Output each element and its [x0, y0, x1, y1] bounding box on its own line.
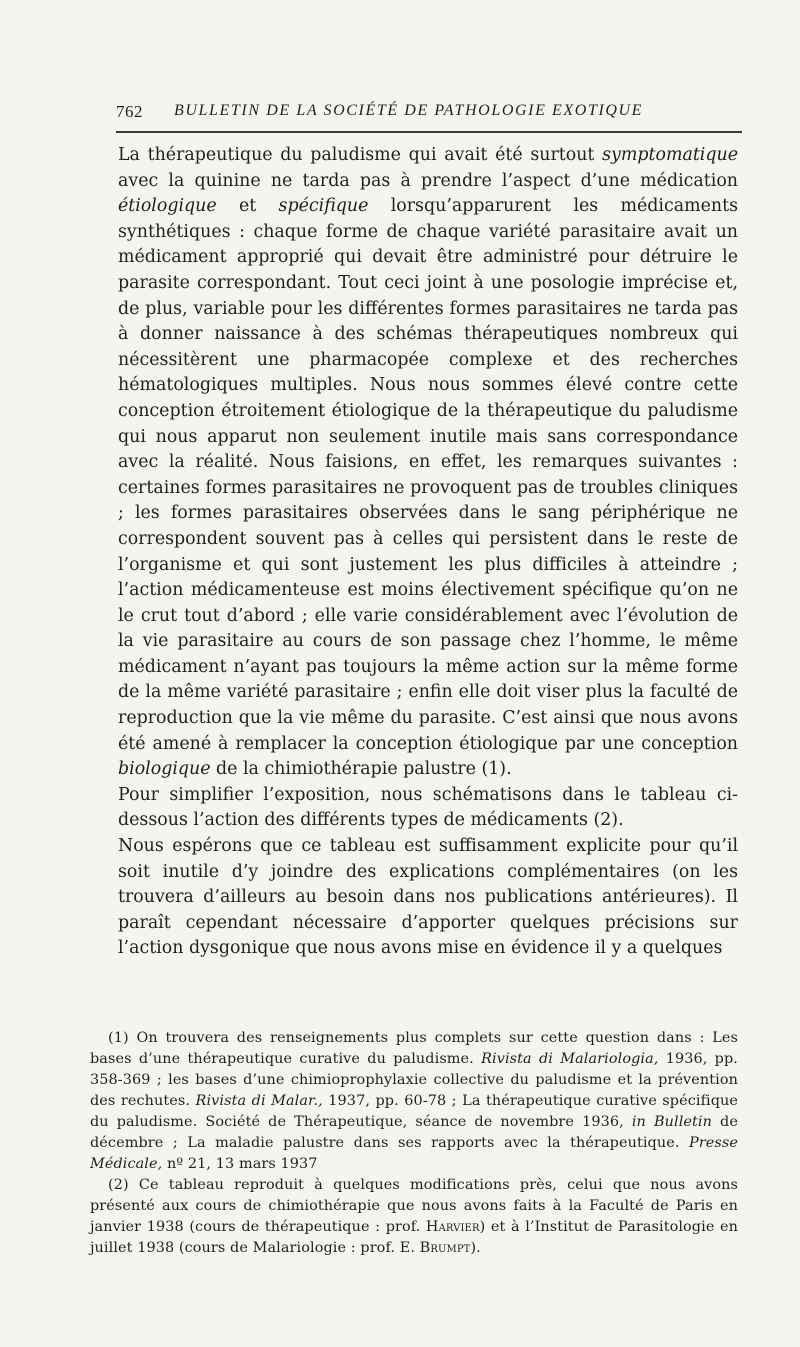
footnote-1	[90, 1028, 738, 1175]
body-text	[118, 143, 738, 962]
text-run: 1937, pp. 60-78 ; La thérapeutique curative spécifique du paludisme. Société de Thérapeutique, séance de novembre 1936,	[90, 1093, 739, 1130]
footnote-2	[90, 1175, 738, 1259]
text-run: et	[216, 196, 279, 217]
header-rule	[116, 131, 742, 133]
paragraph-3: Nous espérons que ce tableau est suffisamment explicite pour qu’il soit inutile d’y joindre des explications complémentaires (on les trouvera d’ailleurs au besoin dans nos publications antérieures). Il paraît cependant nécessaire d’apporter quelques précisions sur l’action dysgonique que nous avons mise en évidence il y a quelques	[118, 836, 738, 959]
text-run: (1) On trouvera des renseignements plus complets sur cette question dans : Les bases d’une thérapeutique curative du paludisme.	[90, 1030, 738, 1067]
text-run: (2) Ce tableau reproduit à quelques modifications près, celui que nous avons présenté aux cours de chimiothérapie que nous avons faits à la Faculté de Paris en janvier 1938 (cours de thérapeutique : prof.	[90, 1177, 738, 1235]
text-run: lorsqu’apparurent les médicaments synthétiques : chaque forme de chaque variété parasitaire avait un médicament approprié qui devait être administré pour détruire le parasite correspondant. Tout ceci joint à une posologie imprécise et, de plus, variable pour les différentes formes parasitaires ne tarda pas à donner naissance à des schémas thérapeutiques nombreux qui nécessitèrent une pharmacopée complexe et des recherches hématologiques multiples. Nous nous sommes élevé contre cette conception étroitement étiologique de la thérapeutique du paludisme qui nous apparut non seulement inutile mais sans correspondance avec la réalité. Nous faisions, en effet, les remarques suivantes : certaines formes parasitaires ne provoquent pas de troubles cliniques ; les formes parasitaires observées dans le sang périphérique ne correspondent souvent pas à celles qui persistent dans le reste de l’organisme et qui sont justement les plus difficiles à atteindre ; l’action médicamenteuse est moins électivement spécifique qu’on ne le crut tout d’abord ; elle varie considérablement avec l’évolution de la vie parasitaire au cours de son passage chez l’homme, le même médicament n’ayant pas toujours la même action sur la même forme de la même variété parasitaire ; enfin elle doit viser plus la faculté de reproduction que la vie même du parasite. C’est ainsi que nous avons été amené à remplacer la conception étiologique par une conception	[118, 196, 738, 754]
text-run: nº 21, 13 mars 1937	[162, 1156, 318, 1172]
italic-run: biologique	[118, 759, 211, 780]
italic-run: Rivista di Malar.,	[195, 1093, 323, 1109]
italic-run: Presse Médicale,	[90, 1135, 738, 1172]
text-run: La thérapeutique du paludisme qui avait été surtout	[118, 145, 603, 165]
paragraph-2: Pour simplifier l’exposition, nous schématisons dans le tableau ci-dessous l’action des différents types de médicaments (2).	[118, 784, 738, 831]
text-run: de décembre ; La maladie palustre dans ses rapports avec la thérapeutique.	[90, 1114, 738, 1151]
paragraph-1	[118, 143, 738, 783]
page-header	[116, 102, 756, 128]
text-run: 1936, pp. 358-369 ; les bases d’une chimioprophylaxie collective du paludisme et la prévention des rechutes.	[90, 1051, 738, 1109]
small-caps-run: Brumpt	[419, 1240, 471, 1256]
footnotes	[90, 1028, 738, 1259]
text-run: ) et à l’Institut de Parasitologie en juillet 1938 (cours de Malariologie : prof. E.	[90, 1219, 739, 1256]
text-run: avec la quinine ne tarda pas à prendre l’aspect d’une médication	[118, 170, 738, 191]
italic-run: spécifique	[278, 196, 369, 217]
text-run: ).	[470, 1240, 481, 1256]
text-run: de la chimiothérapie palustre (1).	[210, 759, 512, 780]
italic-run: étiologique	[118, 196, 217, 217]
italic-run: in Bulletin	[631, 1114, 712, 1130]
italic-run: Rivista di Malariologia,	[481, 1051, 659, 1067]
running-title: BULLETIN DE LA SOCIÉTÉ DE PATHOLOGIE EXOTIQUE	[174, 102, 644, 119]
italic-run: symptomatique	[602, 145, 738, 165]
small-caps-run: Harvier	[425, 1219, 480, 1235]
page-number: 762	[116, 102, 143, 121]
